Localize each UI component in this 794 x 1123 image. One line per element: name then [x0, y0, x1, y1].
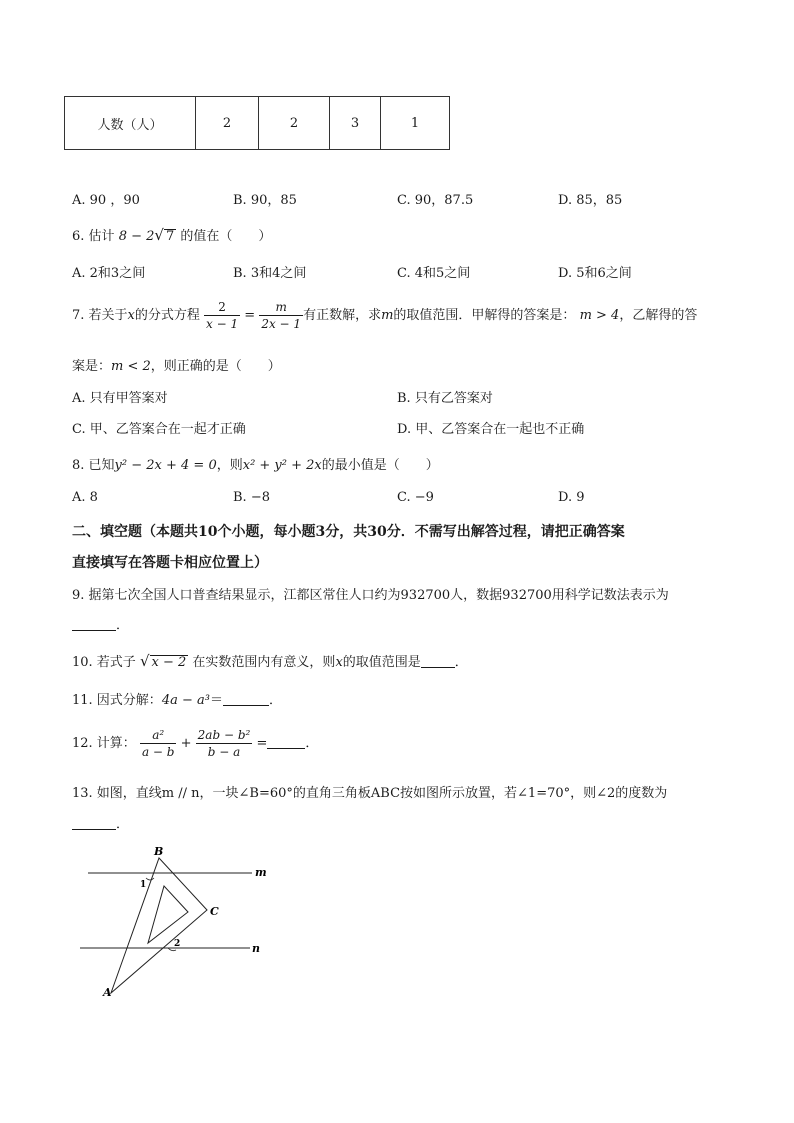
q10-radicand: x − 2	[151, 655, 187, 670]
q11-end: ．	[268, 693, 282, 708]
q6-suffix: 的值在（ ）	[180, 229, 272, 244]
q9-end: ．	[116, 618, 130, 633]
q11-expression: 4a − a³	[161, 693, 210, 708]
question-6	[72, 225, 271, 244]
question-7-line2	[72, 355, 281, 374]
q7-after3: ，乙解得的答	[619, 308, 698, 323]
q12-prefix: 12. 计算：	[72, 736, 136, 751]
q7-line2-suffix: ，则正确的是（ ）	[150, 359, 281, 374]
q7-after: 有正数解，求	[303, 308, 382, 323]
table-row-label: 人数（人）	[65, 97, 196, 150]
fraction: $\frac{m}{2x - 1}$	[261, 300, 302, 331]
section-heading: 二、填空题（本题共10个小题，每小题3分，共30分．不需写出解答过程，请把正确答案	[72, 524, 625, 540]
label-angle-1: 1	[140, 880, 147, 890]
q8-suffix: 的最小值是（ ）	[321, 458, 439, 473]
option-b: B. 3和4之间	[233, 266, 307, 281]
plus-sign: +	[180, 736, 192, 751]
question-12	[72, 722, 318, 766]
q8-mid: ，则	[216, 458, 243, 473]
table-cell: 2	[259, 97, 330, 150]
option-a: A. 90 ，90	[72, 193, 140, 208]
label-n: n	[252, 942, 260, 955]
question-9: 9. 据第七次全国人口普查结果显示，江都区常住人口约为932700人，数据932700用科学记数法表示为	[72, 588, 669, 603]
data-table	[64, 96, 450, 150]
answer-blank[interactable]	[223, 693, 269, 706]
q10-end: ．	[454, 655, 468, 670]
q7-var-x: x	[127, 308, 135, 323]
table-cell: 1	[381, 97, 450, 150]
answer-blank[interactable]	[267, 736, 305, 749]
question-13: 13. 如图，直线m // n，一块∠B=60°的直角三角板ABC按如图所示放置，若∠1=70°，则∠2的度数为	[72, 786, 668, 801]
question-10	[72, 651, 468, 670]
q8-prefix: 8. 已知	[72, 458, 115, 473]
question-11	[72, 689, 282, 708]
label-m: m	[255, 866, 267, 879]
option-a: A. 2和3之间	[72, 266, 146, 281]
q7-line2-prefix: 案是：	[72, 359, 112, 374]
label-angle-2: 2	[174, 939, 181, 949]
table-cell: 2	[196, 97, 259, 150]
answer-blank-line	[72, 614, 129, 633]
sqrt-icon: √	[139, 652, 150, 670]
angle-1-arc	[146, 878, 154, 880]
q11-suffix: ＝	[209, 693, 223, 708]
q10-suffix: 的取值范围是	[342, 655, 421, 670]
q6-radicand: 7	[165, 229, 175, 244]
q6-prefix: 6. 估计	[72, 229, 115, 244]
option-a: A. 8	[72, 490, 98, 505]
option-c: C. −9	[397, 490, 434, 505]
label-C: C	[210, 905, 219, 918]
q7-eq: =	[244, 308, 256, 323]
answer-blank[interactable]	[421, 655, 455, 668]
option-d: D. 甲、乙答案合在一起也不正确	[397, 422, 585, 437]
answer-blank[interactable]	[72, 817, 116, 830]
option-d: D. 85，85	[558, 193, 623, 208]
section-heading-line2: 直接填写在答题卡相应位置上）	[72, 555, 268, 571]
q7-prefix: 7. 若关于	[72, 308, 128, 323]
fraction: $\frac{\text{a²}}{a - b}$	[141, 728, 175, 759]
q7-var-m: m	[381, 308, 394, 323]
fraction: $\frac{2}{x - 1}$	[206, 300, 239, 331]
option-d: D. 9	[558, 490, 585, 505]
option-b: B. 90，85	[233, 193, 297, 208]
question-7	[72, 296, 697, 336]
option-b: B. 只有乙答案对	[397, 391, 493, 406]
answer-blank-line	[72, 813, 129, 832]
option-a: A. 只有甲答案对	[72, 391, 168, 406]
table-cell: 3	[330, 97, 381, 150]
q8-equation: y² − 2x + 4 = 0	[114, 458, 217, 473]
q13-end: ．	[116, 817, 130, 832]
q8-expression: x² + y² + 2x	[242, 458, 322, 473]
question-8	[72, 454, 439, 473]
q11-prefix: 11. 因式分解：	[72, 693, 162, 708]
q12-end: ．	[305, 736, 319, 751]
q10-var: x	[335, 655, 343, 670]
label-A: A	[103, 986, 112, 999]
q7-after2: 的取值范围．甲解得的答案是：	[393, 308, 576, 323]
answer-blank[interactable]	[72, 618, 116, 631]
q10-prefix: 10. 若式子	[72, 655, 136, 670]
fraction: $\frac{\text{2ab − b²}}{b - a}$	[197, 728, 251, 759]
option-c: C. 4和5之间	[397, 266, 471, 281]
option-b: B. −8	[233, 490, 270, 505]
triangle-inner	[148, 886, 188, 943]
sqrt-icon: √	[154, 226, 164, 244]
label-B: B	[154, 845, 164, 858]
q6-expr: 8 − 2	[118, 229, 155, 244]
equals-sign: =	[256, 736, 268, 751]
option-c: C. 90，87.5	[397, 193, 474, 208]
triangle-outer	[111, 858, 207, 993]
q10-mid: 在实数范围内有意义，则	[192, 655, 336, 670]
q7-cond-b: m < 2	[111, 359, 151, 374]
q7-mid: 的分式方程	[134, 308, 200, 323]
table-row	[65, 97, 450, 150]
option-c: C. 甲、乙答案合在一起才正确	[72, 422, 246, 437]
q7-cond-a: m > 4	[579, 308, 620, 323]
option-d: D. 5和6之间	[558, 266, 632, 281]
geometry-figure	[80, 838, 280, 1003]
